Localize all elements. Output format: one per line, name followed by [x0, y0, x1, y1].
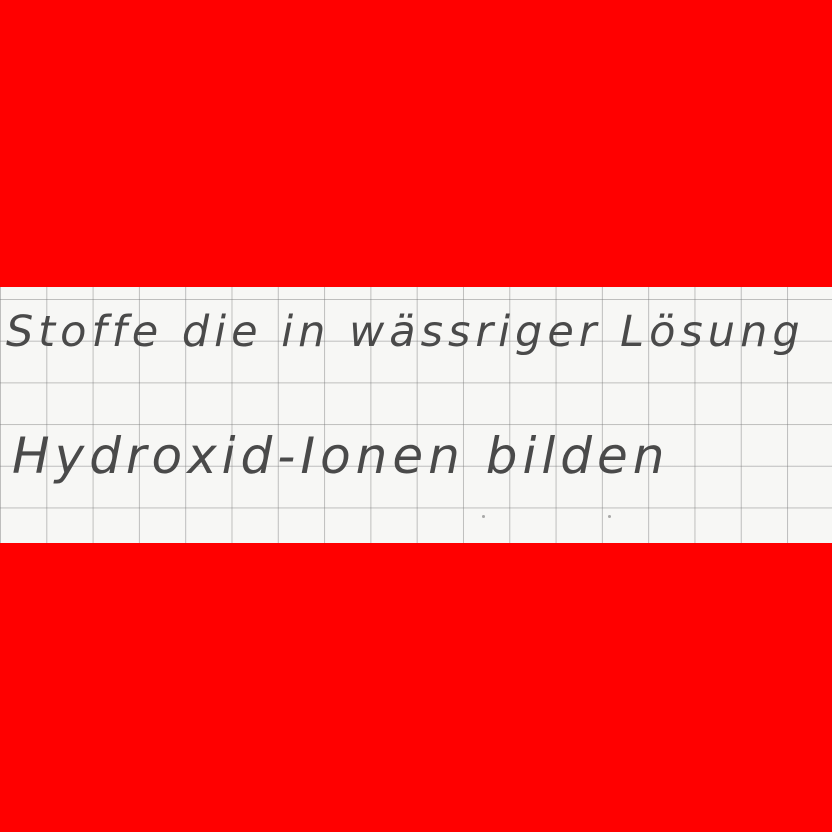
- grid-paper-strip: [0, 287, 832, 543]
- red-padding-bottom: [0, 543, 832, 832]
- handwritten-line-2: Hydroxid-Ionen bilden: [12, 427, 670, 485]
- handwritten-line-1: Stoffe die in wässriger Lösung: [6, 307, 805, 357]
- ink-speck: [608, 515, 611, 518]
- red-padding-top: [0, 0, 832, 287]
- ink-speck: [482, 515, 485, 518]
